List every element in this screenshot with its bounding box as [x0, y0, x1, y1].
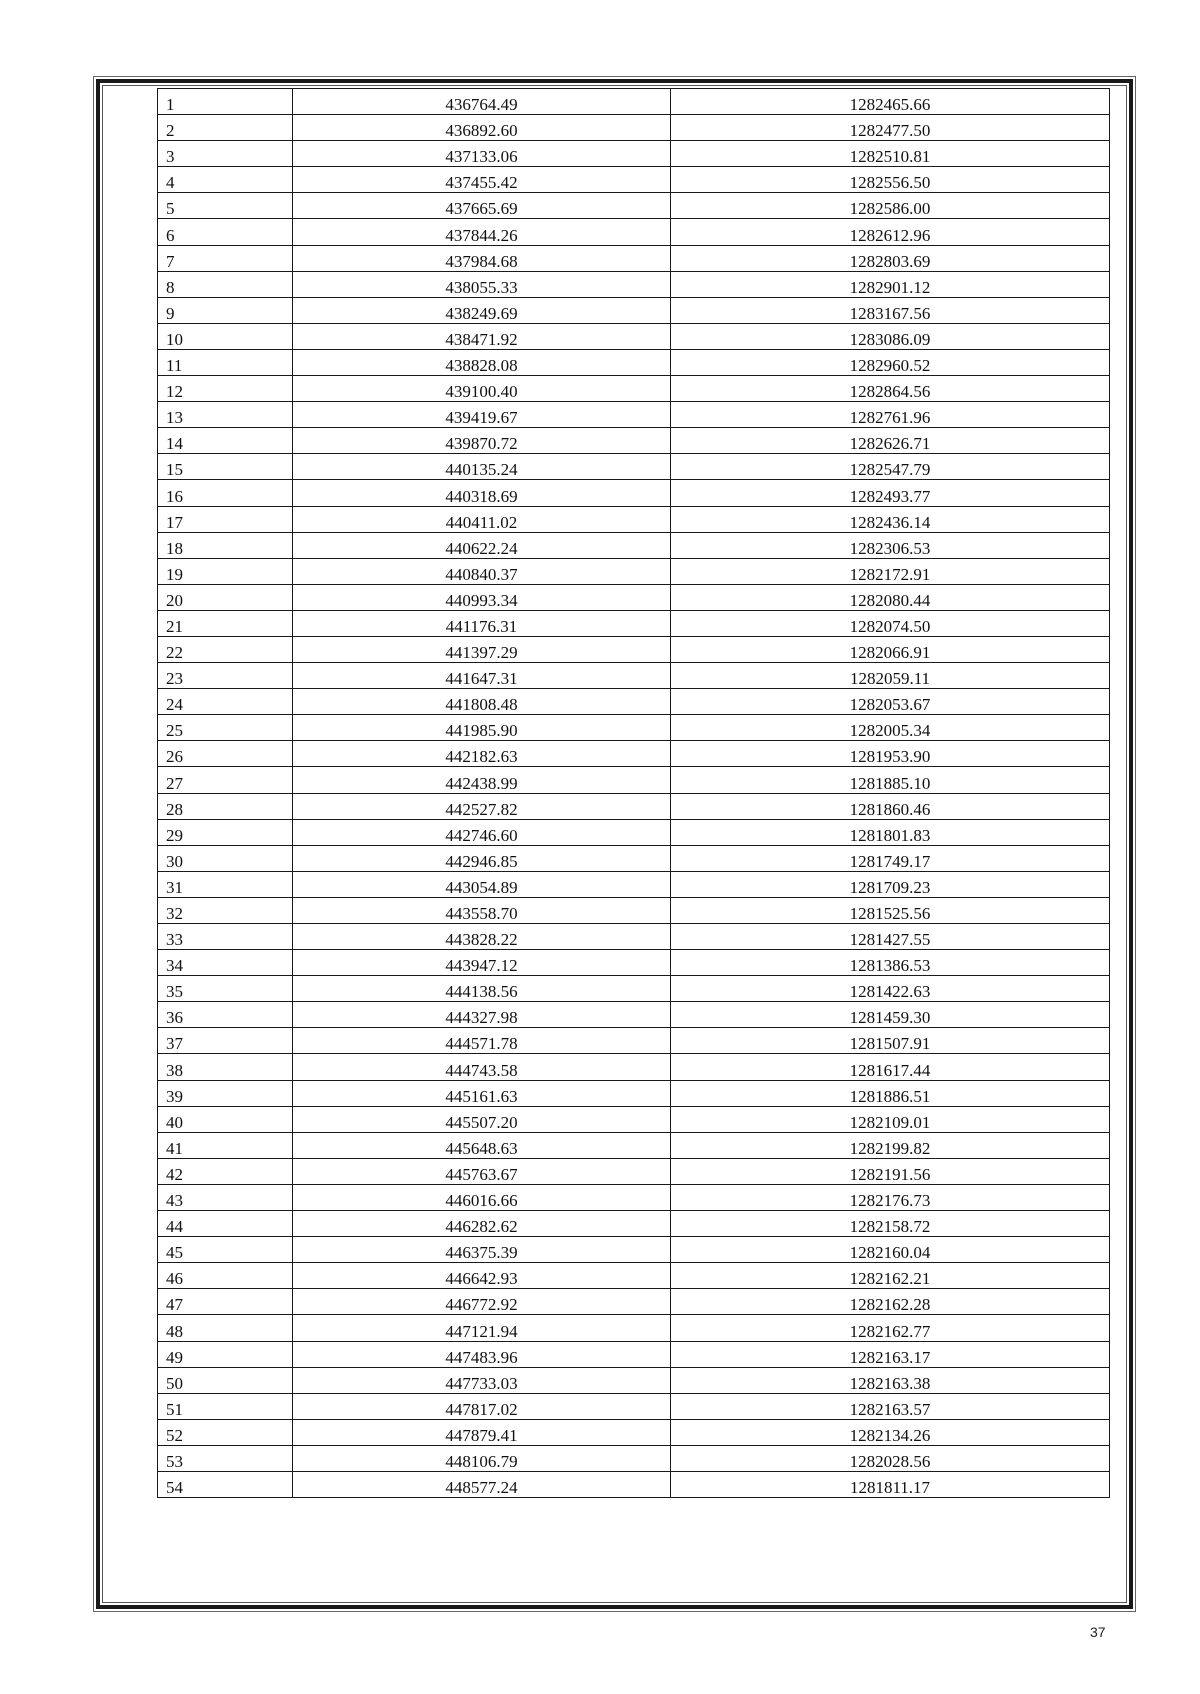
y-coordinate-cell: 1282059.11: [671, 663, 1110, 689]
point-number-cell: 46: [158, 1263, 293, 1289]
x-coordinate-cell: 444743.58: [293, 1054, 671, 1080]
x-coordinate-cell: 447483.96: [293, 1341, 671, 1367]
y-coordinate-cell: 1282586.00: [671, 193, 1110, 219]
table-row: [158, 1315, 1110, 1341]
y-coordinate-cell: 1281749.17: [671, 845, 1110, 871]
point-number-cell: 15: [158, 454, 293, 480]
table-row: [158, 1445, 1110, 1471]
x-coordinate-cell: 446642.93: [293, 1263, 671, 1289]
x-coordinate-cell: 437665.69: [293, 193, 671, 219]
x-coordinate-cell: 442746.60: [293, 819, 671, 845]
table-row: [158, 428, 1110, 454]
x-coordinate-cell: 437844.26: [293, 219, 671, 245]
point-number-cell: 1: [158, 89, 293, 115]
y-coordinate-cell: 1281860.46: [671, 793, 1110, 819]
y-coordinate-cell: 1281507.91: [671, 1028, 1110, 1054]
table-row: [158, 715, 1110, 741]
x-coordinate-cell: 444327.98: [293, 1002, 671, 1028]
table-row: [158, 271, 1110, 297]
x-coordinate-cell: 447733.03: [293, 1367, 671, 1393]
y-coordinate-cell: 1282176.73: [671, 1184, 1110, 1210]
x-coordinate-cell: 439419.67: [293, 402, 671, 428]
table-row: [158, 376, 1110, 402]
y-coordinate-cell: 1282493.77: [671, 480, 1110, 506]
table-row: [158, 141, 1110, 167]
y-coordinate-cell: 1281427.55: [671, 924, 1110, 950]
table-row: [158, 1028, 1110, 1054]
x-coordinate-cell: 440135.24: [293, 454, 671, 480]
point-number-cell: 50: [158, 1367, 293, 1393]
point-number-cell: 52: [158, 1419, 293, 1445]
point-number-cell: 48: [158, 1315, 293, 1341]
point-number-cell: 12: [158, 376, 293, 402]
table-row: [158, 767, 1110, 793]
table-row: [158, 1184, 1110, 1210]
table-row: [158, 1002, 1110, 1028]
y-coordinate-cell: 1282612.96: [671, 219, 1110, 245]
y-coordinate-cell: 1282510.81: [671, 141, 1110, 167]
point-number-cell: 53: [158, 1445, 293, 1471]
point-number-cell: 9: [158, 297, 293, 323]
x-coordinate-cell: 438828.08: [293, 349, 671, 375]
x-coordinate-cell: 446772.92: [293, 1289, 671, 1315]
y-coordinate-cell: 1281953.90: [671, 741, 1110, 767]
x-coordinate-cell: 437455.42: [293, 167, 671, 193]
x-coordinate-cell: 443558.70: [293, 897, 671, 923]
x-coordinate-cell: 447121.94: [293, 1315, 671, 1341]
table-row: [158, 89, 1110, 115]
coordinate-table-body: [158, 89, 1110, 1498]
y-coordinate-cell: 1282436.14: [671, 506, 1110, 532]
point-number-cell: 47: [158, 1289, 293, 1315]
y-coordinate-cell: 1282163.57: [671, 1393, 1110, 1419]
y-coordinate-cell: 1281709.23: [671, 871, 1110, 897]
point-number-cell: 23: [158, 663, 293, 689]
y-coordinate-cell: 1282803.69: [671, 245, 1110, 271]
table-row: [158, 636, 1110, 662]
y-coordinate-cell: 1282160.04: [671, 1237, 1110, 1263]
y-coordinate-cell: 1283167.56: [671, 297, 1110, 323]
x-coordinate-cell: 441176.31: [293, 610, 671, 636]
point-number-cell: 5: [158, 193, 293, 219]
x-coordinate-cell: 440411.02: [293, 506, 671, 532]
point-number-cell: 34: [158, 950, 293, 976]
point-number-cell: 24: [158, 689, 293, 715]
table-row: [158, 819, 1110, 845]
y-coordinate-cell: 1281422.63: [671, 976, 1110, 1002]
table-row: [158, 349, 1110, 375]
table-row: [158, 610, 1110, 636]
point-number-cell: 16: [158, 480, 293, 506]
x-coordinate-cell: 437984.68: [293, 245, 671, 271]
table-row: [158, 167, 1110, 193]
y-coordinate-cell: 1282028.56: [671, 1445, 1110, 1471]
point-number-cell: 29: [158, 819, 293, 845]
x-coordinate-cell: 440318.69: [293, 480, 671, 506]
table-row: [158, 689, 1110, 715]
table-row: [158, 454, 1110, 480]
table-row: [158, 950, 1110, 976]
table-row: [158, 1471, 1110, 1497]
table-row: [158, 976, 1110, 1002]
x-coordinate-cell: 442182.63: [293, 741, 671, 767]
x-coordinate-cell: 446375.39: [293, 1237, 671, 1263]
table-row: [158, 297, 1110, 323]
y-coordinate-cell: 1282477.50: [671, 115, 1110, 141]
table-row: [158, 1237, 1110, 1263]
table-row: [158, 1132, 1110, 1158]
page-number: 37: [1090, 1624, 1106, 1640]
x-coordinate-cell: 445161.63: [293, 1080, 671, 1106]
point-number-cell: 18: [158, 532, 293, 558]
table-row: [158, 1263, 1110, 1289]
x-coordinate-cell: 443828.22: [293, 924, 671, 950]
y-coordinate-cell: 1282901.12: [671, 271, 1110, 297]
table-row: [158, 1341, 1110, 1367]
point-number-cell: 20: [158, 584, 293, 610]
point-number-cell: 21: [158, 610, 293, 636]
x-coordinate-cell: 436892.60: [293, 115, 671, 141]
point-number-cell: 27: [158, 767, 293, 793]
y-coordinate-cell: 1282162.28: [671, 1289, 1110, 1315]
point-number-cell: 8: [158, 271, 293, 297]
y-coordinate-cell: 1282162.77: [671, 1315, 1110, 1341]
table-row: [158, 193, 1110, 219]
y-coordinate-cell: 1282053.67: [671, 689, 1110, 715]
table-row: [158, 741, 1110, 767]
point-number-cell: 13: [158, 402, 293, 428]
point-number-cell: 32: [158, 897, 293, 923]
table-row: [158, 506, 1110, 532]
table-row: [158, 323, 1110, 349]
x-coordinate-cell: 440622.24: [293, 532, 671, 558]
table-row: [158, 402, 1110, 428]
y-coordinate-cell: 1281885.10: [671, 767, 1110, 793]
y-coordinate-cell: 1282761.96: [671, 402, 1110, 428]
x-coordinate-cell: 438471.92: [293, 323, 671, 349]
y-coordinate-cell: 1282066.91: [671, 636, 1110, 662]
x-coordinate-cell: 443054.89: [293, 871, 671, 897]
point-number-cell: 42: [158, 1158, 293, 1184]
x-coordinate-cell: 439100.40: [293, 376, 671, 402]
point-number-cell: 44: [158, 1211, 293, 1237]
y-coordinate-cell: 1282163.38: [671, 1367, 1110, 1393]
x-coordinate-cell: 448106.79: [293, 1445, 671, 1471]
table-row: [158, 871, 1110, 897]
x-coordinate-cell: 436764.49: [293, 89, 671, 115]
y-coordinate-cell: 1282080.44: [671, 584, 1110, 610]
x-coordinate-cell: 441985.90: [293, 715, 671, 741]
table-row: [158, 1054, 1110, 1080]
x-coordinate-cell: 448577.24: [293, 1471, 671, 1497]
y-coordinate-cell: 1282465.66: [671, 89, 1110, 115]
x-coordinate-cell: 441397.29: [293, 636, 671, 662]
table-row: [158, 1419, 1110, 1445]
point-number-cell: 36: [158, 1002, 293, 1028]
point-number-cell: 2: [158, 115, 293, 141]
x-coordinate-cell: 440993.34: [293, 584, 671, 610]
x-coordinate-cell: 446282.62: [293, 1211, 671, 1237]
y-coordinate-cell: 1282163.17: [671, 1341, 1110, 1367]
y-coordinate-cell: 1282109.01: [671, 1106, 1110, 1132]
y-coordinate-cell: 1283086.09: [671, 323, 1110, 349]
point-number-cell: 33: [158, 924, 293, 950]
x-coordinate-cell: 442438.99: [293, 767, 671, 793]
point-number-cell: 43: [158, 1184, 293, 1210]
y-coordinate-cell: 1281811.17: [671, 1471, 1110, 1497]
x-coordinate-cell: 442527.82: [293, 793, 671, 819]
table-row: [158, 1080, 1110, 1106]
x-coordinate-cell: 439870.72: [293, 428, 671, 454]
point-number-cell: 14: [158, 428, 293, 454]
table-row: [158, 793, 1110, 819]
y-coordinate-cell: 1282074.50: [671, 610, 1110, 636]
coordinate-table: [157, 88, 1110, 1498]
point-number-cell: 17: [158, 506, 293, 532]
table-row: [158, 532, 1110, 558]
y-coordinate-cell: 1282162.21: [671, 1263, 1110, 1289]
point-number-cell: 35: [158, 976, 293, 1002]
y-coordinate-cell: 1281525.56: [671, 897, 1110, 923]
point-number-cell: 11: [158, 349, 293, 375]
table-row: [158, 1158, 1110, 1184]
point-number-cell: 49: [158, 1341, 293, 1367]
y-coordinate-cell: 1282864.56: [671, 376, 1110, 402]
point-number-cell: 51: [158, 1393, 293, 1419]
x-coordinate-cell: 437133.06: [293, 141, 671, 167]
table-row: [158, 845, 1110, 871]
table-row: [158, 1367, 1110, 1393]
x-coordinate-cell: 444571.78: [293, 1028, 671, 1054]
table-row: [158, 1393, 1110, 1419]
table-row: [158, 1106, 1110, 1132]
x-coordinate-cell: 443947.12: [293, 950, 671, 976]
y-coordinate-cell: 1282172.91: [671, 558, 1110, 584]
x-coordinate-cell: 445763.67: [293, 1158, 671, 1184]
point-number-cell: 38: [158, 1054, 293, 1080]
table-row: [158, 219, 1110, 245]
x-coordinate-cell: 440840.37: [293, 558, 671, 584]
y-coordinate-cell: 1282306.53: [671, 532, 1110, 558]
point-number-cell: 40: [158, 1106, 293, 1132]
x-coordinate-cell: 445648.63: [293, 1132, 671, 1158]
y-coordinate-cell: 1282960.52: [671, 349, 1110, 375]
x-coordinate-cell: 445507.20: [293, 1106, 671, 1132]
point-number-cell: 7: [158, 245, 293, 271]
point-number-cell: 37: [158, 1028, 293, 1054]
x-coordinate-cell: 441647.31: [293, 663, 671, 689]
table-row: [158, 1289, 1110, 1315]
y-coordinate-cell: 1282556.50: [671, 167, 1110, 193]
y-coordinate-cell: 1282134.26: [671, 1419, 1110, 1445]
point-number-cell: 26: [158, 741, 293, 767]
x-coordinate-cell: 438055.33: [293, 271, 671, 297]
x-coordinate-cell: 438249.69: [293, 297, 671, 323]
point-number-cell: 54: [158, 1471, 293, 1497]
point-number-cell: 19: [158, 558, 293, 584]
point-number-cell: 6: [158, 219, 293, 245]
y-coordinate-cell: 1282191.56: [671, 1158, 1110, 1184]
y-coordinate-cell: 1282547.79: [671, 454, 1110, 480]
table-row: [158, 480, 1110, 506]
point-number-cell: 28: [158, 793, 293, 819]
point-number-cell: 22: [158, 636, 293, 662]
point-number-cell: 41: [158, 1132, 293, 1158]
y-coordinate-cell: 1281801.83: [671, 819, 1110, 845]
table-row: [158, 245, 1110, 271]
table-row: [158, 558, 1110, 584]
y-coordinate-cell: 1281617.44: [671, 1054, 1110, 1080]
point-number-cell: 45: [158, 1237, 293, 1263]
table-row: [158, 115, 1110, 141]
point-number-cell: 4: [158, 167, 293, 193]
x-coordinate-cell: 447879.41: [293, 1419, 671, 1445]
point-number-cell: 10: [158, 323, 293, 349]
y-coordinate-cell: 1281459.30: [671, 1002, 1110, 1028]
y-coordinate-cell: 1281386.53: [671, 950, 1110, 976]
x-coordinate-cell: 441808.48: [293, 689, 671, 715]
x-coordinate-cell: 446016.66: [293, 1184, 671, 1210]
y-coordinate-cell: 1282626.71: [671, 428, 1110, 454]
x-coordinate-cell: 444138.56: [293, 976, 671, 1002]
table-row: [158, 897, 1110, 923]
point-number-cell: 30: [158, 845, 293, 871]
y-coordinate-cell: 1282158.72: [671, 1211, 1110, 1237]
x-coordinate-cell: 442946.85: [293, 845, 671, 871]
table-row: [158, 663, 1110, 689]
table-row: [158, 1211, 1110, 1237]
table-row: [158, 584, 1110, 610]
y-coordinate-cell: 1282199.82: [671, 1132, 1110, 1158]
point-number-cell: 3: [158, 141, 293, 167]
table-row: [158, 924, 1110, 950]
x-coordinate-cell: 447817.02: [293, 1393, 671, 1419]
y-coordinate-cell: 1282005.34: [671, 715, 1110, 741]
y-coordinate-cell: 1281886.51: [671, 1080, 1110, 1106]
point-number-cell: 39: [158, 1080, 293, 1106]
point-number-cell: 25: [158, 715, 293, 741]
point-number-cell: 31: [158, 871, 293, 897]
